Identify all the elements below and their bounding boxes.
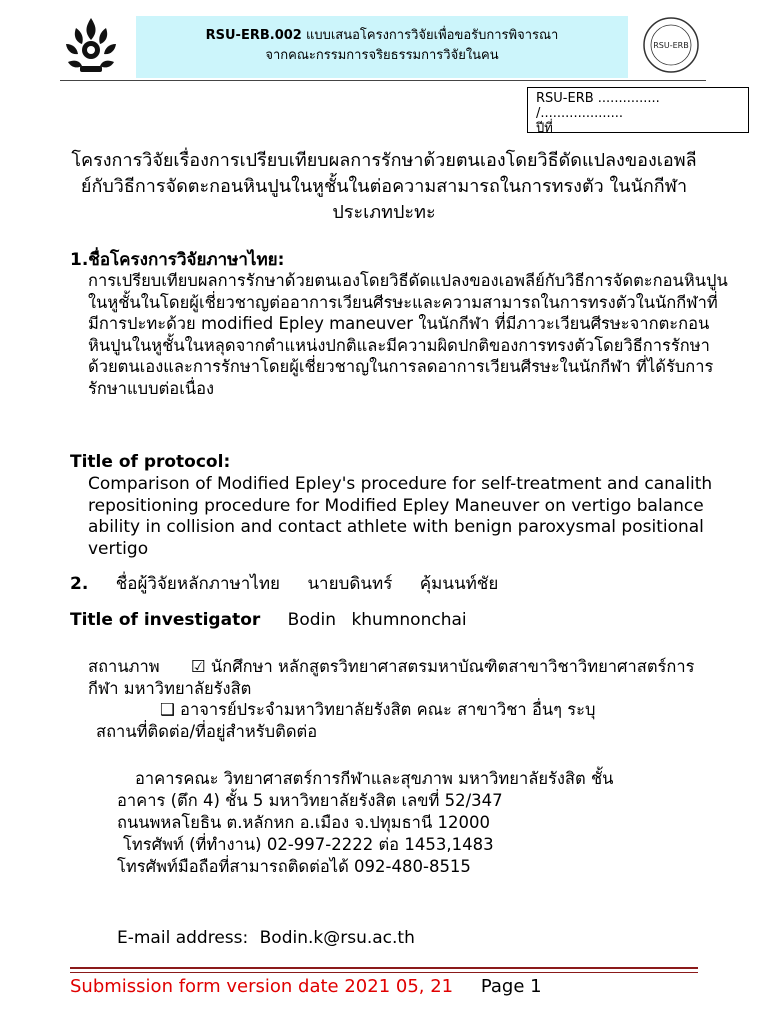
version-date: Submission form version date 2021 05, 21 xyxy=(70,976,454,997)
investigator-row xyxy=(70,610,467,630)
phone-row xyxy=(117,834,717,856)
thai-title-term: modified Epley maneuver xyxy=(200,314,414,333)
phone-label: โทรศัพท์ (ที่ทำงาน) xyxy=(123,835,262,854)
address-line-3 xyxy=(117,812,717,834)
status-option-1-text: นักศึกษา หลักสูตรวิทยาศาสตรมหาบัณฑิตสาขาวิชาวิทยาศาสตร์การกีฬา มหาวิทยาลัยรังสิต xyxy=(88,657,695,698)
address-number: 52/347 xyxy=(444,791,503,810)
address-university: มหาวิทยาลัยรังสิต เลขที่ xyxy=(268,791,440,810)
status-option-2 xyxy=(88,699,708,721)
mobile-label: โทรศัพท์มือถือที่สามารถติดต่อได้ xyxy=(117,857,349,876)
address-line-1: อาคารคณะ วิทยาศาสตร์การกีฬาและสุขภาพ มหาวิทยาลัยรังสิต ชั้น xyxy=(135,769,614,788)
investigator-last-name-thai: คุ้มนนท์ชัย xyxy=(419,574,499,594)
header-title-2: จากคณะกรรมการจริยธรรมการวิจัยในคน xyxy=(265,48,499,63)
section2-heading-row xyxy=(70,570,730,597)
investigator-last-name: khumnonchai xyxy=(351,610,467,630)
status-block xyxy=(88,656,708,742)
reference-number-box xyxy=(527,87,749,133)
header-title-1: แบบเสนอโครงการวิจัยเพื่อขอรับการพิจารณา xyxy=(305,28,559,43)
protocol-title-label: Title of protocol: xyxy=(70,452,231,472)
address-line-2 xyxy=(117,790,717,812)
address-block xyxy=(117,768,717,878)
thai-title-part-a: การเปรียบเทียบผลการรักษาด้วยตนเองโดยวิธีดัดแปลงของเอพลีย์กับวิธีการจัดตะกอนหินปูนในหูชั้นในโดยผู้เชี่ยวชาญต่ออาการเวียนศีรษะและความสามารถในการทรงตัวในนักกีฬาที่มีการปะทะด้วย xyxy=(88,271,728,333)
header-divider xyxy=(60,80,706,81)
footer-divider-thin xyxy=(70,972,698,973)
ref-line-3: ปีที่ xyxy=(536,121,553,133)
status-label: สถานภาพ xyxy=(88,657,160,676)
thai-title-paragraph xyxy=(70,270,728,399)
protocol-title-text: Comparison of Modified Epley's procedure for self-treatment and canalith repositioning procedure for Modified Epley Maneuver on vertigo balance ability in collision and contact athlete with benign paroxysmal positional vertigo xyxy=(88,474,713,559)
address-postcode: 12000 xyxy=(437,813,490,832)
email-label: E-mail address: xyxy=(117,928,249,948)
section2-heading: ชื่อผู้วิจัยหลักภาษาไทย xyxy=(115,574,281,594)
investigator-first-name-thai: นายบดินทร์ xyxy=(307,574,393,594)
footer-divider xyxy=(70,967,698,969)
mobile-row xyxy=(117,856,717,878)
ref-line-1: RSU-ERB ............... xyxy=(536,91,660,106)
phone-number: 02-997-2222 xyxy=(266,835,374,854)
investigator-label: Title of investigator xyxy=(70,610,261,630)
email-address[interactable]: Bodin.k@rsu.ac.th xyxy=(259,928,415,948)
ref-line-2: /.................... xyxy=(536,106,624,121)
status-option-1 xyxy=(88,656,708,699)
extension-label: ต่อ xyxy=(378,835,400,854)
status-option-2-text: อาจารย์ประจำมหาวิทยาลัยรังสิต คณะ สาขาวิชา อื่นๆ ระบุ xyxy=(180,700,596,719)
checked-checkbox-icon[interactable]: ☑ xyxy=(190,657,206,676)
mobile-number: 092-480-8515 xyxy=(354,857,471,876)
header-line-1 xyxy=(148,26,616,46)
extension-number: 1453,1483 xyxy=(404,835,494,854)
footer xyxy=(70,976,542,997)
unchecked-checkbox-icon[interactable]: ❑ xyxy=(160,700,175,719)
university-logo-icon xyxy=(60,14,122,76)
form-code: RSU-ERB.002 xyxy=(205,28,302,43)
address-building: อาคาร (ตึก 4) ชั้น 5 xyxy=(117,791,264,810)
section1-heading: 1.ชื่อโครงการวิจัยภาษาไทย: xyxy=(70,250,285,270)
form-header xyxy=(136,16,628,78)
section2-number: 2. xyxy=(70,574,89,594)
rsu-erb-seal-icon xyxy=(642,16,700,74)
page-number: Page 1 xyxy=(480,976,542,997)
address-street: ถนนพหลโยธิน ต.หลักหก อ.เมือง จ.ปทุมธานี xyxy=(117,813,433,832)
thai-title-part-b: ในนักกีฬา ที่มีภาวะเวียนศีรษะจากตะกอนหินปูนในหูชั้นในหลุดจากตำแหน่งปกติและมีความผิดปกติของการทรงตัวโดยวิธีการรักษาด้วยตนเองและการรักษาโดยผู้เชี่ยวชาญในการลดอาการเวียนศีรษะในนักกีฬา ที่ได้รับการรักษาแบบต่อเนื่อง xyxy=(88,314,714,398)
document-title: โครงการวิจัยเรื่องการเปรียบเทียบผลการรักษาด้วยตนเองโดยวิธีดัดแปลงของเอพลีย์กับวิธีการจัดตะกอนหินปูนในหูชั้นในต่อความสามารถในการทรงตัว ในนักกีฬาประเภทปะทะ xyxy=(71,150,697,223)
email-row xyxy=(117,928,415,948)
seal-text: RSU-ERB xyxy=(653,41,689,50)
investigator-first-name: Bodin xyxy=(287,610,337,630)
address-heading: สถานที่ติดต่อ/ที่อยู่สำหรับติดต่อ xyxy=(96,721,318,741)
